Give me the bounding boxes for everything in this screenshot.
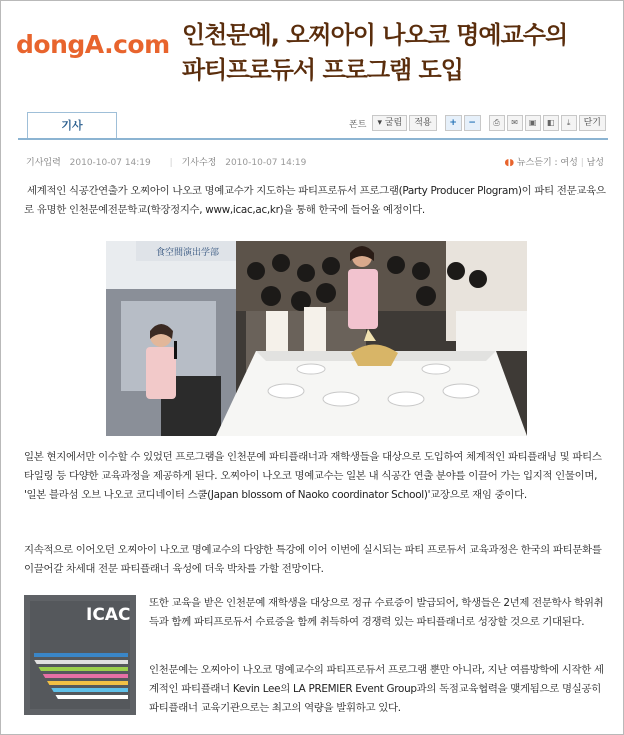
tab-article[interactable]: 기사: [27, 112, 117, 138]
news-listen: ◖◗ 뉴스듣기 : 여성 | 남성: [504, 158, 604, 168]
email-icon[interactable]: ✉: [507, 115, 523, 131]
headline-line-2: 파티프로듀서 프로그램 도입: [182, 56, 463, 84]
blog-icon[interactable]: ◧: [543, 115, 559, 131]
print-icon[interactable]: ⎙: [489, 115, 505, 131]
paragraph-2: 일본 현지에서만 이수할 수 있었던 프로그램을 인천문예 파티플래너과 재학생들을 대상으로 도입하여 체계적인 파티플래닝 및 파티스타일링 등 다양한 교육과정을 제공하게 된다. 오찌아이 나오코 명예교수는 일본 내 식공간 연출 분야를 이끌어 가는 입지적 인물이며, '일본 블라섬 오브 나오코 코디네이터 스쿨(Japan blossom of Naoko coordinator School)'교장으로 재임 중이다.: [24, 451, 602, 501]
icac-logo-text: ICAC: [86, 605, 131, 625]
news-listen-label: 뉴스듣기 :: [516, 158, 558, 168]
article-headline: [182, 18, 612, 88]
headline-line-1: 인천문예, 오찌아이 나오코 명예교수의: [182, 21, 568, 49]
font-apply-button[interactable]: 적용: [409, 115, 436, 131]
paragraph-1: [24, 182, 608, 220]
paragraph-5: 인천문예는 오찌아이 나오코 명예교수의 파티프로듀서 프로그램 뿐만 아니라, 지난 여름방학에 시작한 세계적인 파티플래너 Kevin Lee의 LA PREMIER Event Group과의 독점교육협력을 맺게됨으로 명실공히 파티플래너 교육기관으로는 최고의 역량을 발휘하고 있다.: [149, 664, 604, 714]
photo-banner-text: 食空間演出学部: [156, 248, 220, 258]
headphone-icon: ◖◗: [504, 158, 514, 168]
article-tabbar: [18, 112, 608, 140]
font-select[interactable]: ▾ 굴림: [372, 115, 407, 131]
listen-female-link[interactable]: 여성: [560, 158, 578, 168]
close-label: 닫기: [583, 118, 601, 128]
font-size-plus-button[interactable]: +: [445, 115, 462, 131]
font-size-minus-button[interactable]: −: [464, 115, 481, 131]
scrap-icon[interactable]: ▣: [525, 115, 541, 131]
edit-time: 2010-10-07 14:19: [225, 158, 307, 168]
photo-illustration: [106, 241, 527, 436]
paragraph-4: 또한 교육을 받은 인천문예 재학생을 대상으로 정규 수료증이 발급되어, 학생들은 2년제 전문학사 학위취득과 함께 파티프로듀서 수료증을 함께 취득하여 경쟁력 있는 파티플래너로 성장할 것으로 기대된다.: [149, 597, 604, 628]
icac-stripes: [24, 595, 136, 715]
listen-male-link[interactable]: 남성: [586, 158, 604, 168]
edit-label: 기사수정: [181, 158, 217, 168]
font-select-value: 굴림: [384, 118, 403, 128]
close-button[interactable]: [579, 115, 606, 131]
site-logo[interactable]: dongA.com: [16, 30, 170, 59]
input-label: 기사입력: [26, 158, 61, 168]
article-meta: 기사입력 2010-10-07 14:19 | 기사수정 2010-10-07 14:19: [26, 158, 307, 168]
paragraph-1-text: 세계적인 식공간연출가 오찌아이 나오코 명예교수가 지도하는 파티프로듀서 프로그램(Party Producer Plogram)이 파티 전문교육으로 유명한 인천문예전문학교(학장정지수, www,icac,ac,kr)을 통해 한국에 들어올 예정이다.: [24, 185, 606, 216]
input-time: 2010-10-07 14:19: [69, 158, 151, 168]
save-icon[interactable]: ⤓: [561, 115, 577, 131]
paragraph-3: 지속적으로 이어오던 오찌아이 나오코 명예교수의 다양한 특강에 이어 이번에 실시되는 파티 프로듀서 교육과정은 한국의 파티문화를 이끌어갈 차세대 전문 파티플래너 육성에 더욱 박차를 가할 전망이다.: [24, 544, 602, 575]
article-photo: [106, 241, 527, 436]
font-label: 폰트: [349, 119, 367, 130]
icac-logo: [24, 595, 136, 715]
article-toolbar: [349, 114, 606, 132]
